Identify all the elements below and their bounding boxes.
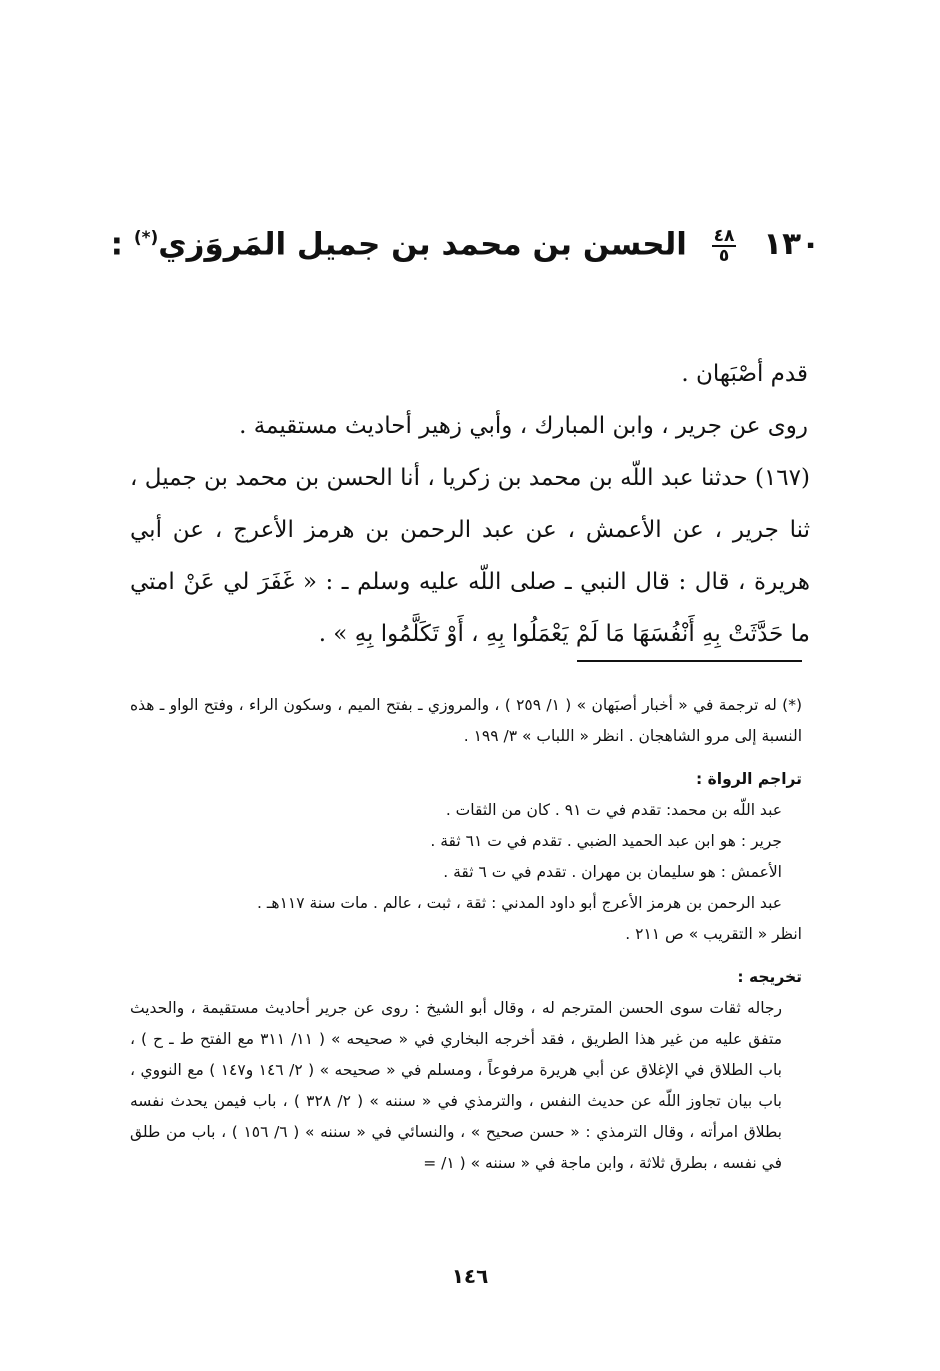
hadith-paragraph: (١٦٧) حدثنا عبد اللّه بن محمد بن زكريا ، أنا الحسن بن محمد بن جميل ، ثنا جرير ، عن الأعمش ، عن عبد الرحمن بن هرمز الأعرج ، عن أبي هريرة ، قال : قال النبي ـ صلى اللّه عليه وسلم ـ : « غَفَرَ لي عَنْ امتي ما حَدَّثَتْ بِهِ أَنْفُسَهَا مَا لَمْ يَعْمَلُوا بِهِ ، أَوْ تَكَلَّمُوا بِهِ » . xyxy=(130,465,810,647)
notes-section xyxy=(130,690,802,1179)
narrator-item: جرير : هو ابن عبد الحميد الضبي . تقدم في ت ٦١ ثقة . xyxy=(430,832,782,850)
footnote-divider xyxy=(577,660,802,662)
fraction-top: ٤٨ xyxy=(713,225,735,246)
entry-title: الحسن بن محمد بن جميل المَروَزي xyxy=(158,226,687,263)
heading-suffix: : xyxy=(110,226,134,263)
page-number: ١٤٦ xyxy=(451,1264,489,1288)
narrators-title: تراجم الرواة : xyxy=(696,770,802,788)
takhrij-text: رجاله ثقات سوى الحسن المترجم له ، وقال أبو الشيخ : روى عن جرير أحاديث مستقيمة ، والحديث متفق عليه من غير هذا الطريق ، فقد أخرجه البخاري في « صحيحه » ( ١١/ ٣١١ مع الفتح ط ـ ح ) ، باب الطلاق في الإغلاق عن أبي هريرة مرفوعاً ، ومسلم في « صحيحه » ( ٢/ ١٤٦ و١٤٧ ) مع النووي ، باب بيان تجاوز اللّه عن حديث النفس ، والترمذي في « سننه » ( ٢/ ٣٢٨ ) ، باب فيمن يحدث نفسه بطلاق امرأته ، وقال الترمذي : « حسن صحيح » ، والنسائي في « سننه » ( ٦/ ١٥٦ ) ، باب من طلق في نفسه ، بطرق ثلاثة ، وابن ماجة في « سننه » ( ١/ = xyxy=(130,999,782,1172)
fraction-bottom: ٥ xyxy=(718,245,730,266)
entry-number: ١٣٠ xyxy=(763,226,820,263)
narrator-item: عبد الرحمن بن هرمز الأعرج أبو داود المدني : ثقة ، ثبت ، عالم . مات سنة ١١٧هـ . xyxy=(257,894,782,912)
main-text xyxy=(130,348,810,660)
entry-heading xyxy=(110,208,820,268)
biography-line-1: قدم أصْبَهان . xyxy=(681,361,808,387)
volume-page-fraction xyxy=(712,227,737,265)
takhrij-title: تخريجه : xyxy=(737,968,802,986)
biography-line-2: روى عن جرير ، وابن المبارك ، وأبي زهير أحاديث مستقيمة . xyxy=(239,413,808,439)
narrator-reference: انظر « التقريب » ص ٢١١ . xyxy=(625,925,802,943)
footnote-text: (*) له ترجمة في « أخبار أصبَهان » ( ١/ ٢٥٩ ) ، والمروزي ـ بفتح الميم ، وسكون الراء ، وفتح الواو ـ هذه النسبة إلى مرو الشاهجان . انظر « اللباب » ٣/ ١٩٩ . xyxy=(130,696,803,745)
narrator-item: الأعمش : هو سليمان بن مهران . تقدم في ت ٦ ثقة . xyxy=(443,863,782,881)
footnote-marker: (*) xyxy=(133,228,159,248)
narrator-item: عبد اللّه بن محمد: تقدم في ت ٩١ . كان من الثقات . xyxy=(445,801,782,819)
